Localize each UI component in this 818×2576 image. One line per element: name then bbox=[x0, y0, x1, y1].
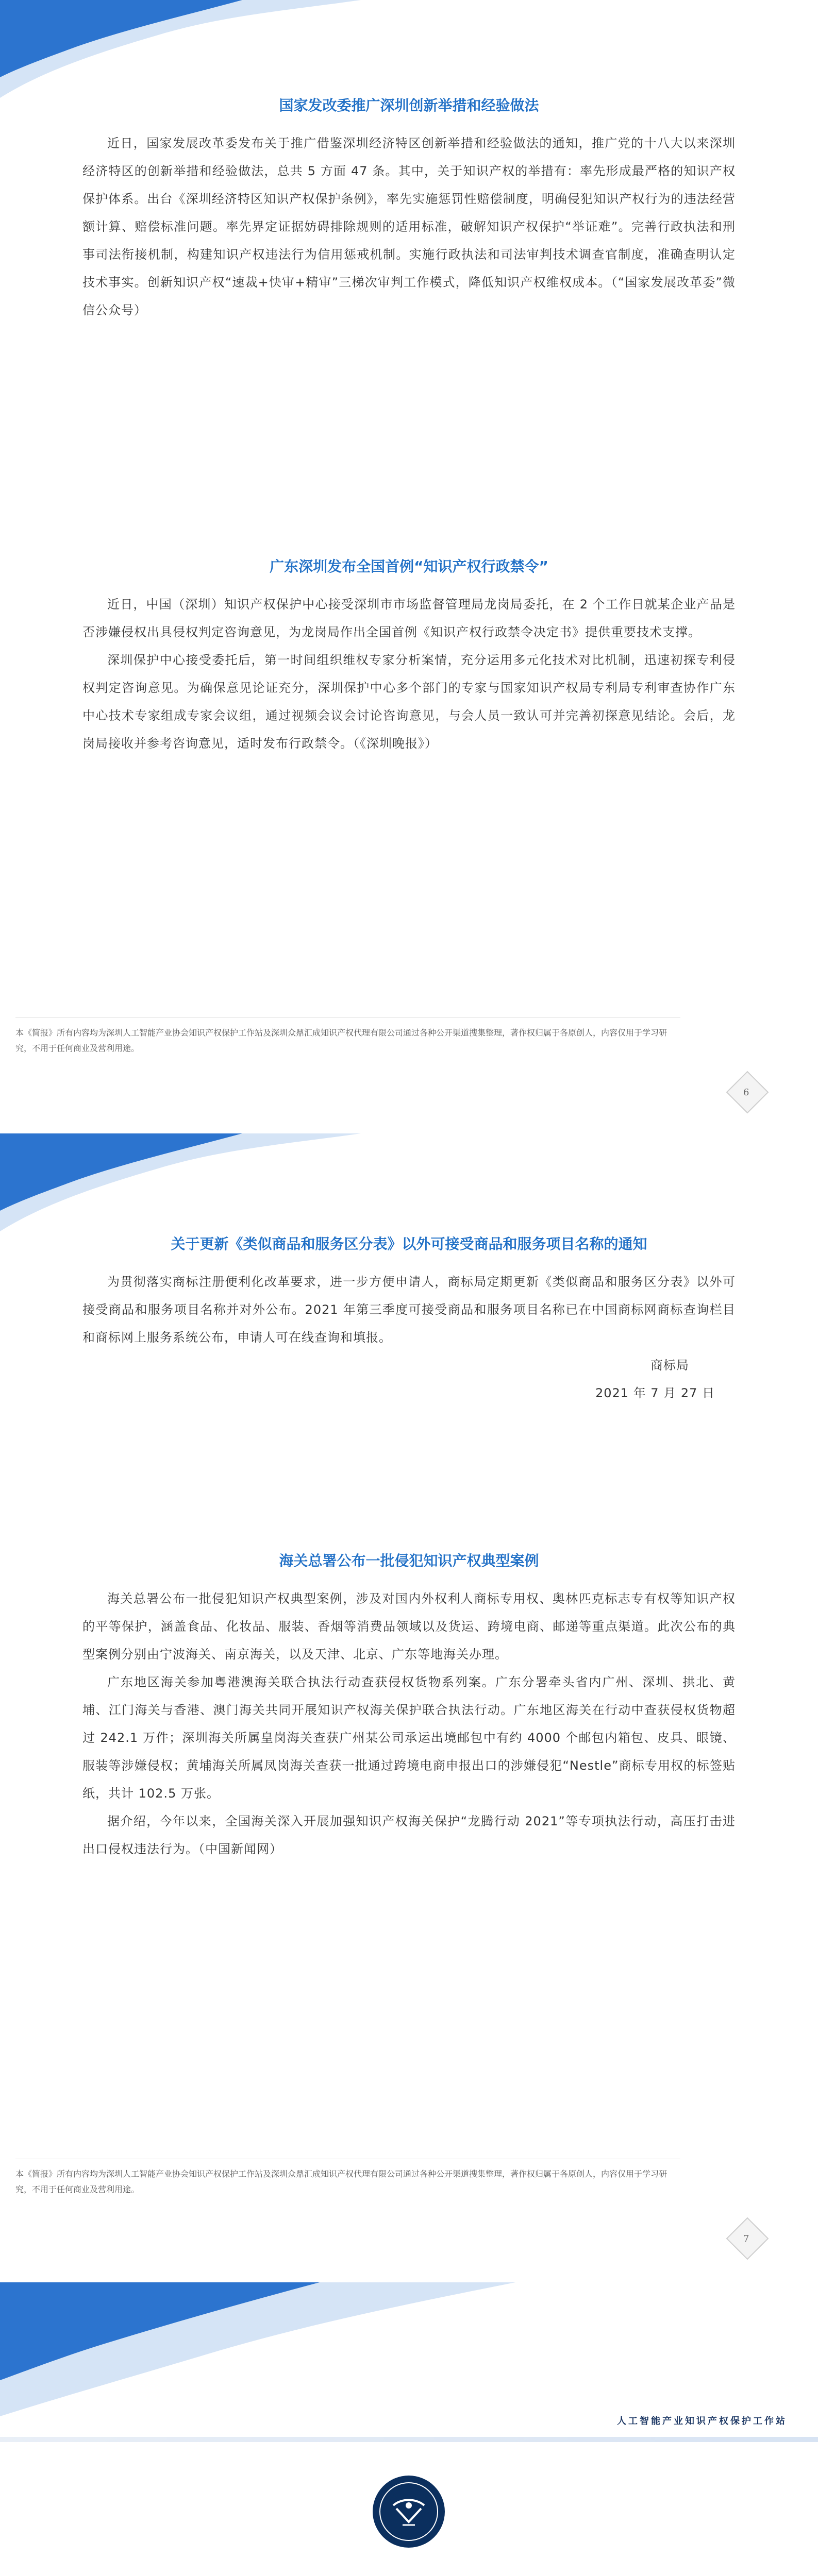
paragraph: 深圳保护中心接受委托后，第一时间组织维权专家分析案情，充分运用多元化技术对比机制，迅速初探专利侵权判定咨询意见。为确保意见论证充分，深圳保护中心多个部门的专家与国家知识产权局专利局专利审查协作广东中心技术专家组成专家会议组，通过视频会议会讨论咨询意见，与会人员一致认可并完善初探意见结论。会后，龙岗局接收并参考咨询意见，适时发布行政禁令。（《深圳晚报》） bbox=[82, 653, 736, 751]
footer-disclaimer: 本《简报》所有内容均为深圳人工智能产业协会知识产权保护工作站及深圳众鼎汇成知识产权代理有限公司通过各种公开渠道搜集整理，著作权归属于各原创人，内容仅用于学习研究，不用于任何商业及营利用途。 bbox=[15, 2169, 667, 2194]
header-station-name: 人工智能产业知识产权保护工作站 bbox=[617, 2416, 787, 2427]
paragraph: 据介绍，今年以来，全国海关深入开展加强知识产权海关保护“龙腾行动 2021”等专项执法行动，高压打击进出口侵权违法行为。（中国新闻网） bbox=[82, 1814, 736, 1856]
section-title: 国家发改委推广深圳创新举措和经验做法 bbox=[279, 97, 539, 114]
section-trademark-classification bbox=[82, 1234, 736, 1407]
page-number-badge bbox=[716, 2208, 778, 2269]
page-number: 6 bbox=[743, 1087, 749, 1098]
newsletter-page-6 bbox=[0, 0, 818, 1133]
footer-disclaimer: 本《简报》所有内容均为深圳人工智能产业协会知识产权保护工作站及深圳众鼎汇成知识产权代理有限公司通过各种公开渠道搜集整理，著作权归属于各原创人，内容仅用于学习研究，不用于任何商业及营利用途。 bbox=[15, 1028, 667, 1053]
top-wave-decoration bbox=[0, 1133, 361, 1231]
page-number: 7 bbox=[743, 2233, 749, 2244]
page-number-badge bbox=[716, 1061, 778, 1123]
top-wave-decoration bbox=[0, 2282, 818, 2416]
paragraph: 近日，中国（深圳）知识产权保护中心接受深圳市市场监督管理局龙岗局委托，在 2 个工作日就某企业产品是否涉嫌侵权出具侵权判定咨询意见，为龙岗局作出全国首例《知识产权行政禁令决定书》提供重要技术支撑。 bbox=[82, 597, 736, 639]
section-customs-cases bbox=[82, 1551, 736, 1863]
section-title: 关于更新《类似商品和服务区分表》以外可接受商品和服务项目名称的通知 bbox=[171, 1235, 647, 1252]
section-ndrc-shenzhen bbox=[82, 95, 736, 324]
signature-date: 2021 年 7 月 27 日 bbox=[595, 1386, 715, 1400]
section-shenzhen-ip-injunction bbox=[82, 556, 736, 757]
section-title: 广东深圳发布全国首例“知识产权行政禁令” bbox=[270, 558, 548, 575]
top-wave-decoration bbox=[0, 0, 361, 98]
paragraph: 广东地区海关参加粤港澳海关联合执法行动查获侵权货物系列案。广东分署牵头省内广州、深圳、拱北、黄埔、江门海关与香港、澳门海关共同开展知识产权海关保护联合执法行动。广东地区海关在行动中查获侵权货物超过 242.1 万件；深圳海关所属皇岗海关查获广州某公司承运出境邮包中有约 4000 个邮包内箱包、皮具、眼镜、服装等涉嫌侵权；黄埔海关所属凤岗海关查获一批通过跨境电商申报出口的涉嫌侵犯“Nestle”商标专用权的标签贴纸，共计 102.5 万张。 bbox=[82, 1675, 736, 1801]
paragraph: 为贯彻落实商标注册便利化改革要求，进一步方便申请人，商标局定期更新《类似商品和服务区分表》以外可接受商品和服务项目名称并对外公布。2021 年第三季度可接受商品和服务项目名称已在中国商标网商标查询栏目和商标网上服务系统公布，申请人可在线查询和填报。 bbox=[82, 1275, 736, 1345]
ai-ip-station-logo-icon bbox=[373, 2476, 445, 2548]
newsletter-page-7 bbox=[0, 1133, 818, 2282]
header-rule bbox=[0, 2437, 818, 2442]
section-title: 海关总署公布一批侵犯知识产权典型案例 bbox=[279, 1552, 539, 1569]
signature: 商标局 bbox=[650, 1358, 689, 1372]
paragraph: 近日，国家发展改革委发布关于推广借鉴深圳经济特区创新举措和经验做法的通知，推广党的十八大以来深圳经济特区的创新举措和经验做法，总共 5 方面 47 条。其中，关于知识产权的举措有：率先形成最严格的知识产权保护体系。出台《深圳经济特区知识产权保护条例》，率先实施惩罚性赔偿制度，明确侵犯知识产权行为的违法经营额计算、赔偿标准问题。率先界定证据妨碍排除规则的适用标准，破解知识产权保护“举证难”。完善行政执法和刑事司法衔接机制，构建知识产权违法行为信用惩戒机制。实施行政执法和司法审判技术调查官制度，准确查明认定技术事实。创新知识产权“速裁+快审+精审”三梯次审判工作模式，降低知识产权维权成本。（“国家发展改革委”微信公众号） bbox=[82, 136, 736, 317]
paragraph: 海关总署公布一批侵犯知识产权典型案例，涉及对国内外权利人商标专用权、奥林匹克标志专有权等知识产权的平等保护，涵盖食品、化妆品、服装、香烟等消费品领域以及货运、跨境电商、邮递等重点渠道。此次公布的典型案例分别由宁波海关、南京海关，以及天津、北京、广东等地海关办理。 bbox=[82, 1591, 736, 1662]
newsletter-page-8 bbox=[0, 2282, 818, 2576]
